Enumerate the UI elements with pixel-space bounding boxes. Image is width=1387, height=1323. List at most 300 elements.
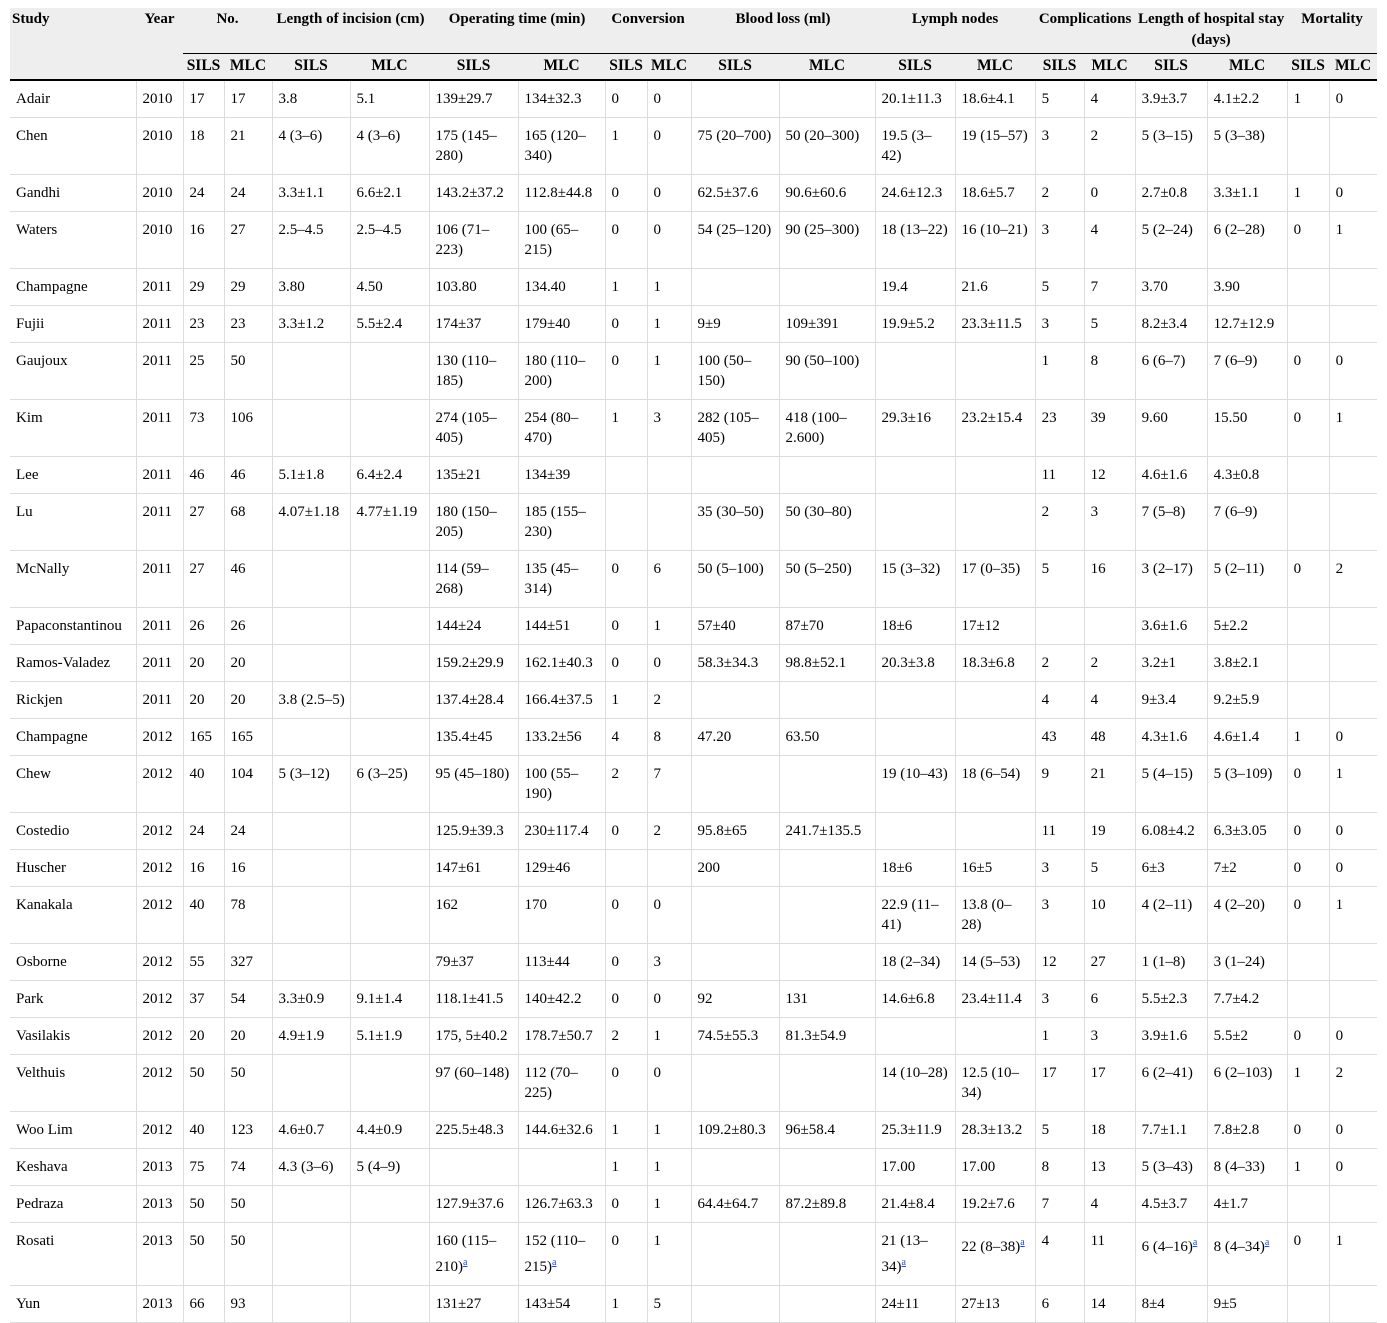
cell-value: 139±29.7 — [435, 91, 493, 107]
cell-ln-sils — [875, 813, 955, 850]
cell-comp-sils — [1035, 1223, 1084, 1286]
cell-year — [136, 981, 183, 1018]
footnote-link[interactable]: a — [1264, 1237, 1270, 1248]
cell-bl-mlc — [779, 1286, 875, 1323]
cell-value: 28.3±13.2 — [961, 1122, 1023, 1138]
cell-comp-sils — [1035, 269, 1084, 306]
cell-value: 50 — [230, 1233, 246, 1249]
cell-value: 131±27 — [435, 1296, 482, 1312]
footnote-link[interactable]: a — [463, 1257, 468, 1268]
table-row — [10, 306, 1377, 343]
cell-stay-sils — [1135, 457, 1207, 494]
cell-value: 3 — [1041, 128, 1050, 144]
cell-n-mlc — [224, 981, 272, 1018]
cell-bl-sils — [691, 175, 779, 212]
cell-value: 2.7±0.8 — [1141, 185, 1188, 201]
cell-value: 64.4±64.7 — [697, 1196, 759, 1212]
cell-n-sils — [183, 719, 224, 756]
cell-value: Gaujoux — [16, 353, 68, 369]
header-incision: Length of incision (cm) — [272, 8, 429, 54]
cell-value: 4 — [1090, 1196, 1099, 1212]
cell-year — [136, 494, 183, 551]
cell-bl-mlc — [779, 1149, 875, 1186]
cell-n-sils — [183, 887, 224, 944]
footnote-link[interactable]: a — [901, 1257, 906, 1268]
cell-n-mlc — [224, 645, 272, 682]
cell-op-mlc — [518, 269, 605, 306]
cell-comp-sils — [1035, 944, 1084, 981]
cell-value: 0 — [611, 185, 620, 201]
cell-stay-sils — [1135, 118, 1207, 175]
cell-inc-mlc — [350, 1286, 429, 1323]
cell-mort-mlc — [1329, 212, 1377, 269]
cell-value: 1 — [653, 1159, 662, 1175]
cell-bl-sils — [691, 212, 779, 269]
cell-ln-mlc — [955, 306, 1035, 343]
cell-mort-sils — [1287, 645, 1329, 682]
cell-op-mlc — [518, 457, 605, 494]
cell-conv-mlc — [647, 756, 691, 813]
cell-value: 0 — [1335, 91, 1344, 107]
cell-stay-sils — [1135, 80, 1207, 118]
cell-value: 1 — [1335, 1233, 1344, 1249]
cell-study — [10, 981, 136, 1018]
cell-study — [10, 756, 136, 813]
cell-inc-mlc — [350, 1018, 429, 1055]
cell-stay-sils — [1135, 981, 1207, 1018]
cell-comp-mlc — [1084, 1112, 1135, 1149]
cell-study — [10, 175, 136, 212]
cell-value: 5.5±2.3 — [1141, 991, 1188, 1007]
cell-ln-mlc — [955, 682, 1035, 719]
cell-value: 23.3±11.5 — [961, 316, 1022, 332]
cell-value: 18 — [1090, 1122, 1106, 1138]
cell-value: 24 — [189, 823, 205, 839]
cell-op-sils — [429, 719, 518, 756]
cell-value: 2011 — [142, 561, 172, 577]
cell-value: 95 (45–180) — [435, 766, 510, 782]
cell-conv-sils — [605, 1112, 647, 1149]
cell-ln-sils — [875, 1149, 955, 1186]
cell-value: 26 — [230, 618, 246, 634]
cell-bl-mlc — [779, 1186, 875, 1223]
cell-op-mlc — [518, 1186, 605, 1223]
header-no: No. — [183, 8, 272, 54]
cell-n-mlc — [224, 551, 272, 608]
cell-inc-sils — [272, 1018, 350, 1055]
cell-ln-sils — [875, 494, 955, 551]
cell-value: Ramos-Valadez — [16, 655, 111, 671]
cell-study — [10, 551, 136, 608]
cell-value: 15 (3–32) — [881, 561, 941, 577]
cell-ln-mlc — [955, 1055, 1035, 1112]
cell-ln-mlc — [955, 269, 1035, 306]
cell-value: 4.3 (3–6) — [278, 1159, 334, 1175]
cell-value: 9.1±1.4 — [356, 991, 403, 1007]
cell-inc-sils — [272, 1186, 350, 1223]
cell-ln-sils — [875, 1223, 955, 1286]
cell-inc-mlc — [350, 1055, 429, 1112]
cell-comp-mlc — [1084, 850, 1135, 887]
cell-value: 1 — [653, 353, 662, 369]
cell-value: 18±6 — [881, 618, 913, 634]
cell-n-sils — [183, 944, 224, 981]
cell-value: Huscher — [16, 860, 66, 876]
cell-comp-sils — [1035, 1018, 1084, 1055]
cell-value: 135.4±45 — [435, 729, 493, 745]
cell-value: 165 (120–340) — [524, 128, 586, 164]
cell-bl-sils — [691, 306, 779, 343]
cell-conv-mlc — [647, 850, 691, 887]
cell-mort-mlc — [1329, 682, 1377, 719]
cell-stay-sils — [1135, 645, 1207, 682]
cell-study — [10, 212, 136, 269]
cell-n-sils — [183, 400, 224, 457]
cell-value: 0 — [653, 1065, 662, 1081]
cell-study — [10, 1223, 136, 1286]
cell-value: 13 — [1090, 1159, 1106, 1175]
cell-op-mlc — [518, 1286, 605, 1323]
cell-year — [136, 1149, 183, 1186]
cell-ln-mlc — [955, 944, 1035, 981]
cell-value: 4 (2–20) — [1213, 897, 1265, 913]
cell-value: 54 (25–120) — [697, 222, 772, 238]
cell-inc-mlc — [350, 551, 429, 608]
cell-stay-mlc — [1207, 1149, 1287, 1186]
cell-value: Keshava — [16, 1159, 68, 1175]
cell-op-mlc — [518, 645, 605, 682]
cell-value: 5 — [1090, 316, 1099, 332]
cell-value: 17±12 — [961, 618, 1000, 634]
cell-conv-sils — [605, 175, 647, 212]
cell-study — [10, 269, 136, 306]
cell-stay-mlc — [1207, 981, 1287, 1018]
cell-conv-sils — [605, 1186, 647, 1223]
cell-value: 2012 — [142, 729, 173, 745]
cell-value: 2010 — [142, 91, 173, 107]
cell-value: 4.77±1.19 — [356, 504, 418, 520]
cell-value: 20 — [230, 692, 246, 708]
cell-conv-sils — [605, 343, 647, 400]
cell-value: Rosati — [16, 1233, 55, 1249]
cell-n-sils — [183, 494, 224, 551]
cell-year — [136, 608, 183, 645]
cell-value: 2011 — [142, 279, 172, 295]
cell-value: 98.8±52.1 — [785, 655, 847, 671]
cell-op-sils — [429, 944, 518, 981]
cell-value: 12.7±12.9 — [1213, 316, 1275, 332]
cell-value: Kanakala — [16, 897, 73, 913]
cell-stay-mlc — [1207, 400, 1287, 457]
cell-conv-mlc — [647, 494, 691, 551]
cell-value: 12 — [1090, 467, 1106, 483]
cell-stay-sils — [1135, 1149, 1207, 1186]
cell-value: 118.1±41.5 — [435, 991, 504, 1007]
footnote-link[interactable]: a — [1192, 1237, 1198, 1248]
cell-op-mlc — [518, 887, 605, 944]
cell-value: 1 — [611, 692, 620, 708]
cell-inc-mlc — [350, 212, 429, 269]
footnote-link[interactable]: a — [1020, 1237, 1025, 1248]
cell-bl-mlc — [779, 118, 875, 175]
cell-inc-mlc — [350, 494, 429, 551]
cell-value: 1 — [611, 128, 620, 144]
cell-bl-mlc — [779, 1223, 875, 1286]
cell-ln-mlc — [955, 1223, 1035, 1286]
cell-value: 2 — [1041, 504, 1050, 520]
cell-value: 3 — [1090, 504, 1099, 520]
cell-value: 9±3.4 — [1141, 692, 1177, 708]
cell-value: 125.9±39.3 — [435, 823, 504, 839]
cell-stay-mlc — [1207, 1112, 1287, 1149]
cell-bl-mlc — [779, 944, 875, 981]
cell-value: 19.9±5.2 — [881, 316, 935, 332]
cell-bl-sils — [691, 118, 779, 175]
cell-value: 1 — [653, 1196, 662, 1212]
cell-mort-sils — [1287, 981, 1329, 1018]
cell-mort-sils — [1287, 1223, 1329, 1286]
cell-conv-mlc — [647, 269, 691, 306]
cell-value: 43 — [1041, 729, 1057, 745]
cell-value: 0 — [611, 897, 620, 913]
cell-value: 20 — [189, 692, 205, 708]
cell-op-mlc — [518, 756, 605, 813]
cell-value: 0 — [653, 91, 662, 107]
cell-value: 127.9±37.6 — [435, 1196, 504, 1212]
cell-stay-mlc — [1207, 1186, 1287, 1223]
cell-value: 22.9 (11–41) — [881, 897, 939, 933]
header-lymph: Lymph nodes — [875, 8, 1035, 54]
cell-inc-sils — [272, 1223, 350, 1286]
table-row — [10, 1223, 1377, 1286]
cell-value: 143±54 — [524, 1296, 571, 1312]
cell-stay-sils — [1135, 1223, 1207, 1286]
cell-op-sils — [429, 457, 518, 494]
cell-mort-sils — [1287, 551, 1329, 608]
cell-value: 3 — [1041, 222, 1050, 238]
cell-value: 1 — [611, 410, 620, 426]
cell-n-mlc — [224, 118, 272, 175]
cell-inc-sils — [272, 944, 350, 981]
cell-value: 50 — [230, 353, 246, 369]
table-row — [10, 756, 1377, 813]
cell-op-sils — [429, 118, 518, 175]
cell-value: 4.4±0.9 — [356, 1122, 403, 1138]
cell-n-sils — [183, 1149, 224, 1186]
cell-n-mlc — [224, 494, 272, 551]
cell-value: 9.60 — [1141, 410, 1168, 426]
cell-comp-mlc — [1084, 457, 1135, 494]
cell-value: 0 — [611, 1065, 620, 1081]
cell-value: 50 — [230, 1065, 246, 1081]
cell-value: 3.8 (2.5–5) — [278, 692, 345, 708]
cell-value: 2012 — [142, 823, 173, 839]
cell-value: 5 — [1041, 279, 1050, 295]
cell-inc-mlc — [350, 981, 429, 1018]
cell-year — [136, 1018, 183, 1055]
cell-year — [136, 118, 183, 175]
cell-value: 18.3±6.8 — [961, 655, 1015, 671]
cell-value: 19.4 — [881, 279, 908, 295]
cell-value: 112 (70–225) — [524, 1065, 578, 1101]
cell-n-mlc — [224, 719, 272, 756]
cell-stay-sils — [1135, 813, 1207, 850]
cell-n-sils — [183, 756, 224, 813]
cell-value: 0 — [611, 991, 620, 1007]
cell-ln-sils — [875, 944, 955, 981]
cell-inc-mlc — [350, 887, 429, 944]
cell-inc-mlc — [350, 175, 429, 212]
cell-mort-sils — [1287, 212, 1329, 269]
cell-value: 2 — [653, 823, 662, 839]
cell-value: 5 — [1041, 91, 1050, 107]
footnote-link[interactable]: a — [552, 1257, 557, 1268]
table-row — [10, 457, 1377, 494]
cell-inc-mlc — [350, 944, 429, 981]
cell-value: 134.40 — [524, 279, 566, 295]
cell-ln-sils — [875, 850, 955, 887]
cell-value: 17 — [1041, 1065, 1057, 1081]
cell-op-mlc — [518, 80, 605, 118]
cell-ln-mlc — [955, 551, 1035, 608]
subheader-conversion-mlc: MLC — [647, 54, 691, 81]
cell-inc-mlc — [350, 645, 429, 682]
cell-op-sils — [429, 343, 518, 400]
cell-op-sils — [429, 1018, 518, 1055]
cell-comp-sils — [1035, 175, 1084, 212]
cell-op-sils — [429, 269, 518, 306]
cell-value: 0 — [611, 91, 620, 107]
cell-value: 1 — [1335, 410, 1344, 426]
cell-inc-sils — [272, 719, 350, 756]
cell-value: 2013 — [142, 1296, 173, 1312]
cell-comp-mlc — [1084, 269, 1135, 306]
cell-value: 165 — [230, 729, 253, 745]
cell-value: 4 (3–6) — [356, 128, 401, 144]
cell-year — [136, 80, 183, 118]
cell-bl-mlc — [779, 1112, 875, 1149]
cell-comp-sils — [1035, 80, 1084, 118]
cell-comp-sils — [1035, 981, 1084, 1018]
cell-stay-mlc — [1207, 1018, 1287, 1055]
cell-value: 13.8 (0–28) — [961, 897, 1012, 933]
cell-value: 147±61 — [435, 860, 482, 876]
cell-op-sils — [429, 1223, 518, 1286]
cell-ln-mlc — [955, 1286, 1035, 1323]
cell-value: 0 — [611, 1233, 620, 1249]
cell-n-sils — [183, 118, 224, 175]
cell-bl-mlc — [779, 645, 875, 682]
cell-value: 8 — [1041, 1159, 1050, 1175]
cell-comp-sils — [1035, 1286, 1084, 1323]
cell-value: 162.1±40.3 — [524, 655, 593, 671]
cell-value: 26 — [189, 618, 205, 634]
cell-mort-mlc — [1329, 813, 1377, 850]
cell-stay-sils — [1135, 682, 1207, 719]
cell-year — [136, 400, 183, 457]
cell-comp-sils — [1035, 457, 1084, 494]
cell-bl-sils — [691, 813, 779, 850]
header-conversion: Conversion — [605, 8, 691, 54]
cell-value: 0 — [1293, 1028, 1302, 1044]
cell-conv-mlc — [647, 887, 691, 944]
cell-op-mlc — [518, 944, 605, 981]
subheader-optime-sils: SILS — [429, 54, 518, 81]
cell-op-sils — [429, 645, 518, 682]
cell-conv-sils — [605, 551, 647, 608]
cell-study — [10, 1286, 136, 1323]
cell-inc-mlc — [350, 1149, 429, 1186]
cell-value: 5.1±1.9 — [356, 1028, 403, 1044]
cell-comp-mlc — [1084, 1018, 1135, 1055]
cell-value: Velthuis — [16, 1065, 66, 1081]
cell-value: 18.6±5.7 — [961, 185, 1015, 201]
cell-ln-mlc — [955, 175, 1035, 212]
cell-ln-sils — [875, 175, 955, 212]
cell-n-sils — [183, 80, 224, 118]
cell-value: 55 — [189, 954, 205, 970]
cell-value: 2012 — [142, 991, 173, 1007]
cell-inc-sils — [272, 850, 350, 887]
table-row — [10, 1055, 1377, 1112]
cell-study — [10, 343, 136, 400]
cell-value: 0 — [611, 954, 620, 970]
cell-value: 174±37 — [435, 316, 482, 332]
cell-bl-mlc — [779, 457, 875, 494]
cell-bl-sils — [691, 80, 779, 118]
cell-op-mlc — [518, 343, 605, 400]
cell-value: 16 — [189, 222, 205, 238]
cell-mort-sils — [1287, 756, 1329, 813]
subheader-stay-mlc: MLC — [1207, 54, 1287, 81]
cell-comp-sils — [1035, 608, 1084, 645]
cell-mort-mlc — [1329, 1286, 1377, 1323]
cell-value: 0 — [1335, 353, 1344, 369]
cell-study — [10, 1018, 136, 1055]
cell-value: 6.4±2.4 — [356, 467, 403, 483]
cell-year — [136, 1112, 183, 1149]
cell-value: 0 — [611, 823, 620, 839]
cell-bl-mlc — [779, 850, 875, 887]
cell-value: Costedio — [16, 823, 70, 839]
cell-value: 135±21 — [435, 467, 482, 483]
cell-value: 7 (6–9) — [1213, 353, 1258, 369]
cell-mort-mlc — [1329, 1186, 1377, 1223]
cell-mort-sils — [1287, 306, 1329, 343]
cell-mort-sils — [1287, 719, 1329, 756]
subheader-incision-mlc: MLC — [350, 54, 429, 81]
cell-inc-mlc — [350, 608, 429, 645]
cell-value: 104 — [230, 766, 253, 782]
cell-value: 20 — [189, 655, 205, 671]
cell-stay-mlc — [1207, 608, 1287, 645]
cell-study — [10, 80, 136, 118]
cell-value: 106 (71–223) — [435, 222, 490, 258]
subheader-bloodloss-mlc: MLC — [779, 54, 875, 81]
cell-conv-sils — [605, 1055, 647, 1112]
cell-value: Kim — [16, 410, 43, 426]
cell-inc-sils — [272, 400, 350, 457]
cell-value: 3.8 — [278, 91, 298, 107]
cell-mort-sils — [1287, 80, 1329, 118]
cell-conv-mlc — [647, 457, 691, 494]
cell-ln-sils — [875, 306, 955, 343]
cell-value: 8 (4–34) — [1213, 1239, 1265, 1255]
cell-conv-mlc — [647, 944, 691, 981]
cell-value: 3.70 — [1141, 279, 1168, 295]
cell-value: 4±1.7 — [1213, 1196, 1249, 1212]
cell-value: 7 — [1090, 279, 1099, 295]
